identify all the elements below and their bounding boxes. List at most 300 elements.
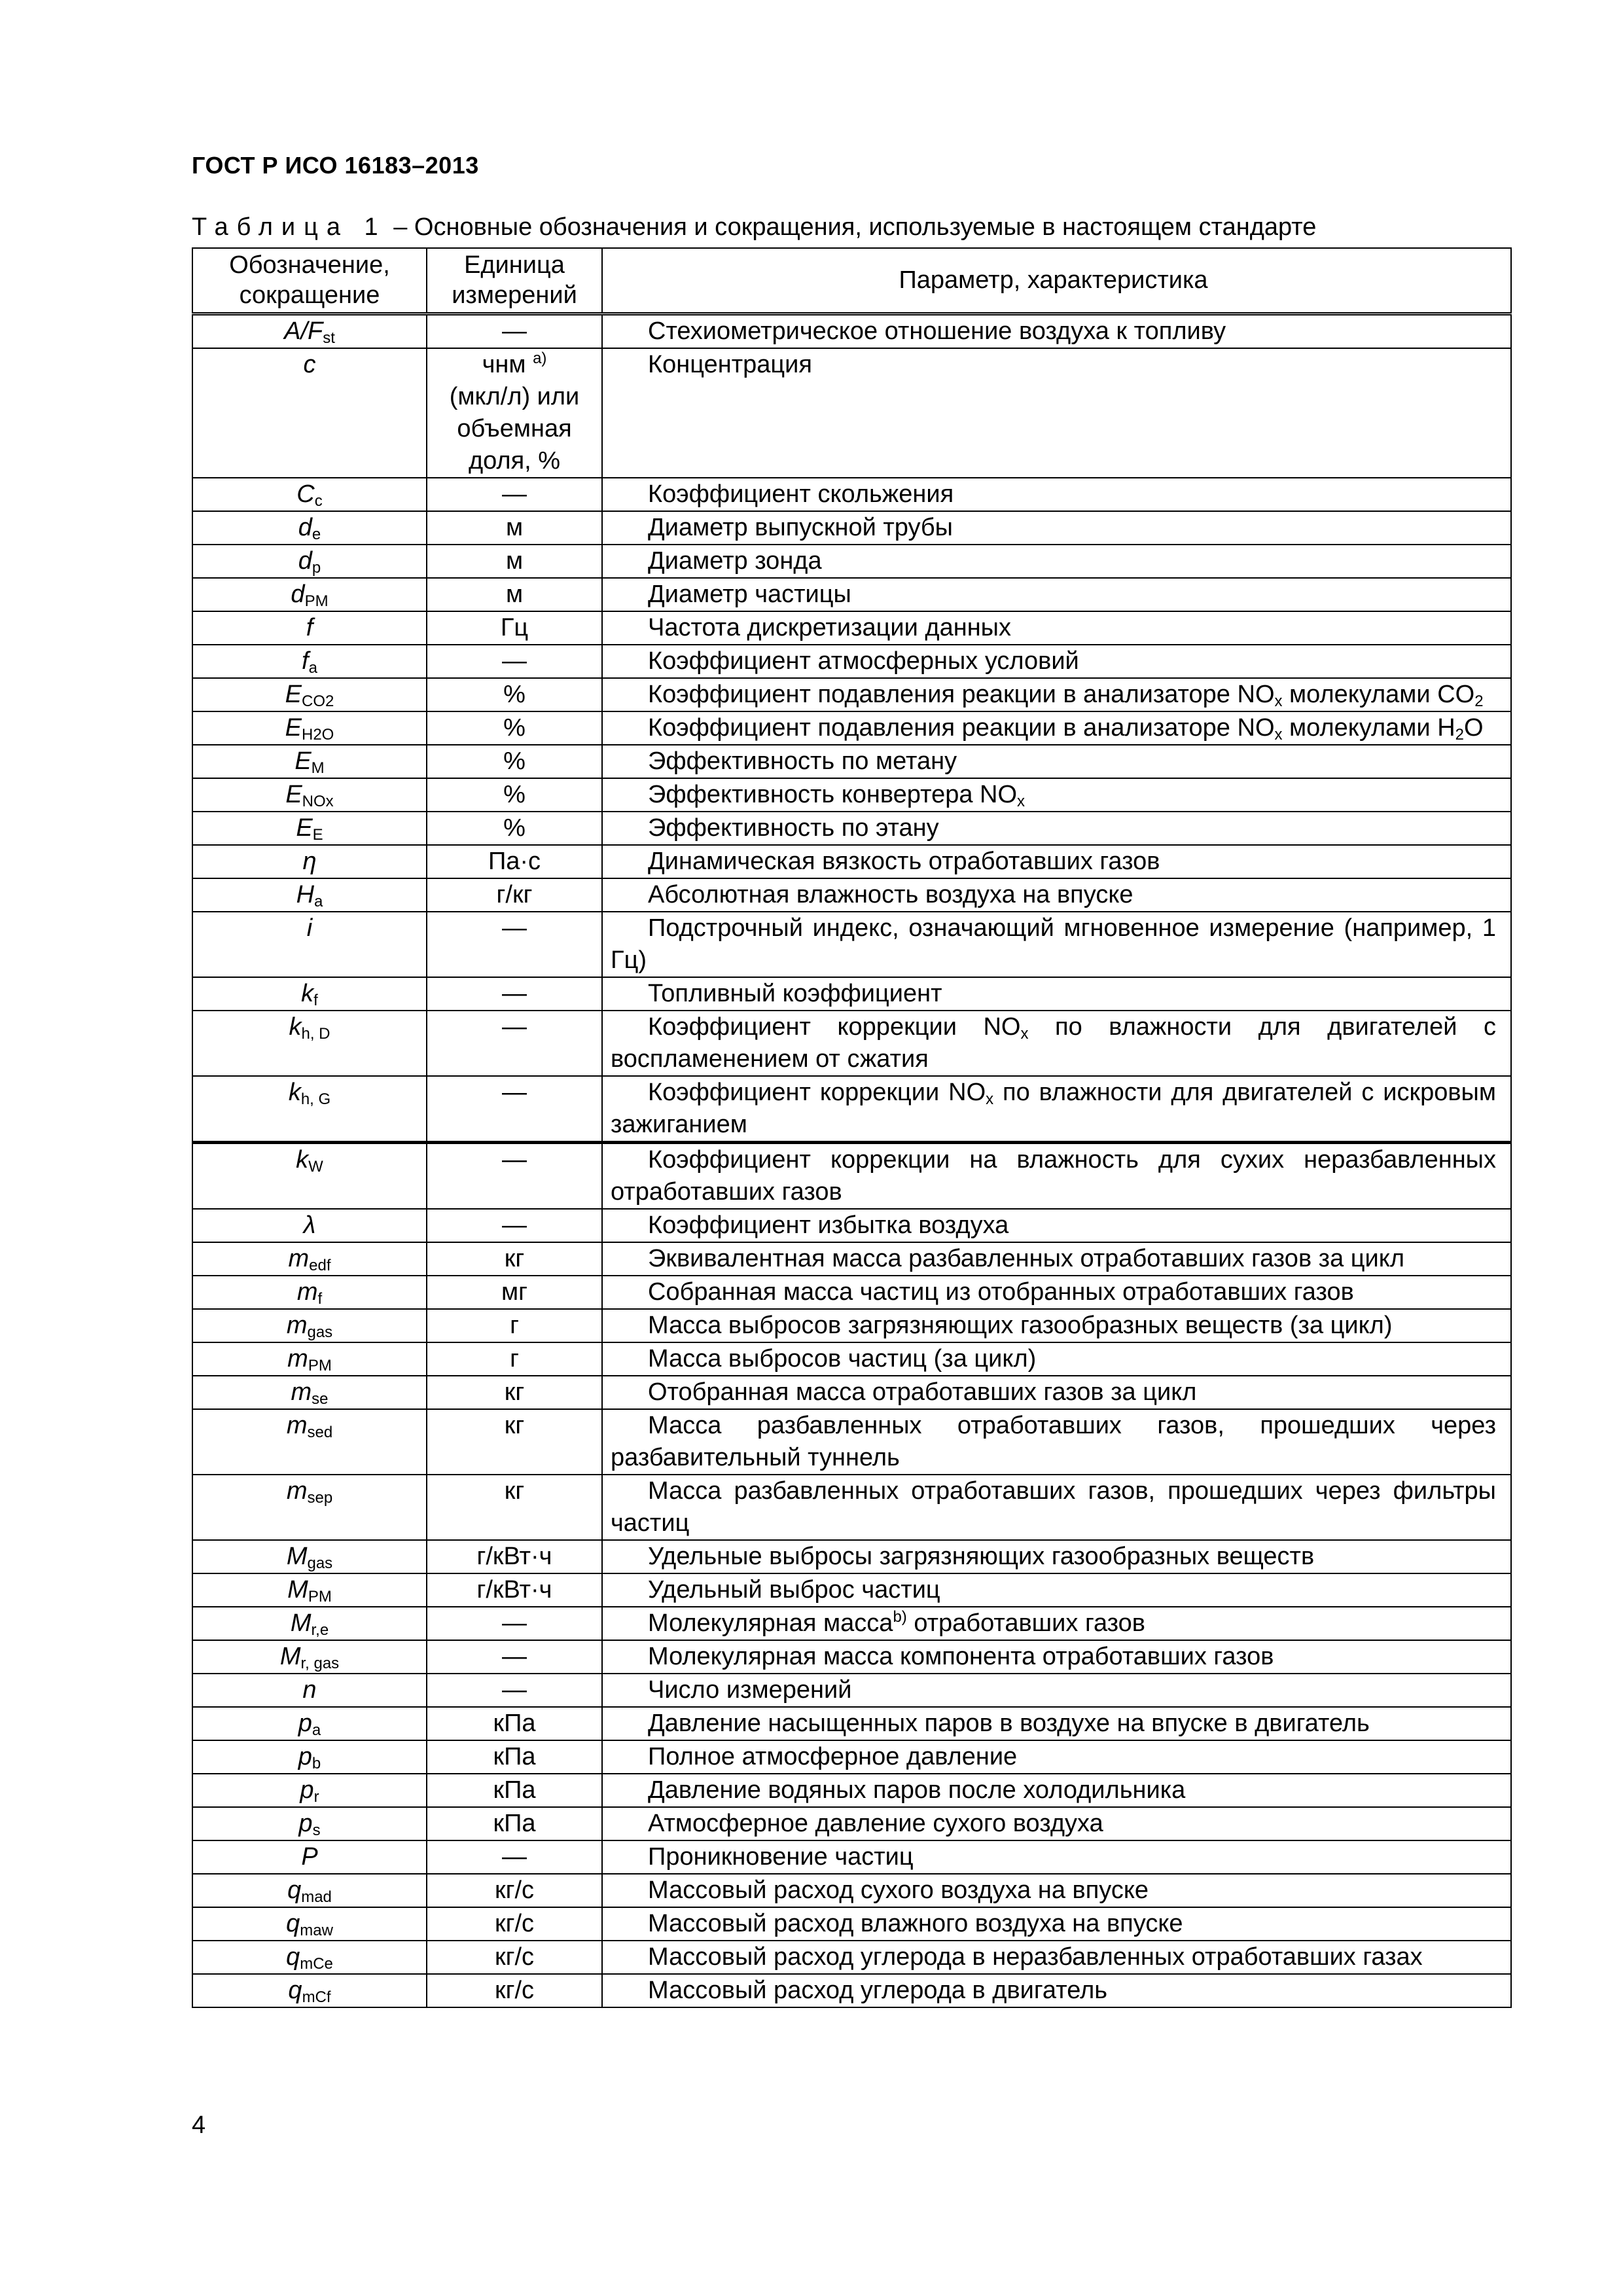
symbol-text: H: [296, 880, 315, 908]
parameter-subscript: x: [1020, 1024, 1029, 1043]
symbol-subscript: W: [308, 1157, 323, 1175]
symbol-subscript: maw: [300, 1921, 333, 1939]
parameter-main: Динамическая вязкость отработавших газов: [648, 847, 1160, 875]
parameter-main: Удельные выбросы загрязняющих газообразных веществ: [648, 1542, 1315, 1570]
unit-cell: [427, 1409, 602, 1475]
table-row: [192, 845, 1511, 878]
parameter-main: Коэффициент атмосферных условий: [648, 647, 1079, 675]
parameter-text: [611, 1808, 1496, 1840]
symbol-cell: [192, 878, 427, 912]
parameter-text: [611, 1210, 1496, 1242]
parameter-subscript: x: [1274, 692, 1283, 710]
symbol-text: M: [287, 1575, 308, 1604]
parameter-main: Массовый расход углерода в двигатель: [648, 1976, 1108, 2004]
parameter-text: [611, 1077, 1496, 1141]
symbol-cell: [192, 545, 427, 578]
parameter-main: Масса разбавленных отработавших газов, прошедших через фильтры частиц: [611, 1477, 1496, 1537]
symbol-subscript: p: [312, 558, 321, 577]
parameter-cell: [602, 812, 1511, 845]
table-row: [192, 711, 1511, 745]
parameter-main: Топливный коэффициент: [648, 979, 942, 1007]
table-row: [192, 1242, 1511, 1276]
symbol-text: M: [286, 1542, 308, 1570]
symbol-text: m: [287, 1344, 308, 1372]
parameter-footnote-mark: b): [893, 1607, 907, 1626]
parameter-cell: [602, 1874, 1511, 1907]
unit-text: %: [503, 814, 526, 842]
symbol-cell: [192, 1974, 427, 2007]
parameter-text: [611, 712, 1496, 744]
unit-text: %: [503, 780, 526, 808]
symbol-cell: [192, 1807, 427, 1840]
parameter-text: [611, 879, 1496, 911]
symbol-cell: [192, 511, 427, 545]
symbol-subscript: PM: [304, 592, 329, 610]
parameter-rest: отработавших газов: [906, 1609, 1145, 1637]
symbol-cell: [192, 1707, 427, 1740]
parameter-main: Подстрочный индекс, означающий мгновенное измерение (например, 1 Гц): [611, 914, 1496, 974]
unit-cell: [427, 1707, 602, 1740]
parameter-cell: [602, 711, 1511, 745]
symbol-cell: [192, 578, 427, 611]
symbol-subscript: sed: [307, 1423, 333, 1441]
unit-text: —: [502, 1078, 527, 1106]
unit-text: м: [505, 547, 524, 575]
symbol-text: q: [286, 1909, 300, 1937]
table-row: [192, 1874, 1511, 1907]
unit-cell: [427, 1573, 602, 1607]
unit-cell: [427, 611, 602, 645]
symbol-text: f: [306, 613, 313, 641]
unit-text: кг: [504, 1378, 525, 1406]
symbol-cell: [192, 678, 427, 711]
unit-cell: [427, 1142, 602, 1209]
parameter-cell: [602, 977, 1511, 1011]
parameter-cell: [602, 778, 1511, 812]
symbol-text: k: [296, 1145, 309, 1174]
symbol-subscript: r: [313, 1787, 319, 1806]
unit-cell: [427, 1011, 602, 1076]
symbol-cell: [192, 1011, 427, 1076]
parameter-cell: [602, 1740, 1511, 1774]
parameter-text: [611, 812, 1496, 844]
unit-extra-text: (мкл/л) или объемная доля, %: [449, 382, 580, 475]
parameter-text: [611, 1574, 1496, 1606]
symbol-subscript: M: [311, 759, 325, 777]
symbol-subscript: c: [314, 492, 323, 510]
table-row: [192, 1674, 1511, 1707]
symbol-text: m: [286, 1477, 308, 1505]
column-header-symbol: Обозначение, сокращение: [192, 248, 427, 314]
table-row: [192, 1409, 1511, 1475]
unit-text: кг: [504, 1244, 525, 1272]
unit-cell: [427, 511, 602, 545]
unit-cell: [427, 1740, 602, 1774]
symbol-cell: [192, 1573, 427, 1607]
parameter-text: [611, 315, 1496, 348]
parameter-subscript: x: [1017, 792, 1026, 810]
unit-cell: [427, 1674, 602, 1707]
column-header-parameter: Параметр, характеристика: [602, 248, 1511, 314]
parameter-main: Коэффициент скольжения: [648, 480, 954, 508]
unit-text: %: [503, 713, 526, 742]
table-row: [192, 1573, 1511, 1607]
symbol-subscript: st: [323, 329, 335, 347]
symbol-text: m: [286, 1411, 308, 1439]
table-caption-text: – Основные обозначения и сокращения, используемые в настоящем стандарте: [386, 213, 1317, 241]
parameter-text: [611, 478, 1496, 511]
parameter-cell: [602, 1475, 1511, 1540]
table-row: [192, 645, 1511, 678]
parameter-text: [611, 1310, 1496, 1342]
symbol-subscript: gas: [307, 1554, 333, 1572]
symbol-text: i: [306, 914, 313, 942]
parameter-main: Диаметр выпускной трубы: [648, 513, 953, 541]
unit-text: Па·с: [488, 847, 541, 875]
parameter-text: [611, 1410, 1496, 1474]
parameter-cell: [602, 1342, 1511, 1376]
unit-cell: [427, 745, 602, 778]
unit-text: кг/с: [494, 1976, 535, 2004]
unit-text: мг: [501, 1278, 527, 1306]
parameter-text: [611, 1541, 1496, 1573]
parameter-main: Коэффициент коррекции на влажность для сухих неразбавленных отработавших газов: [611, 1145, 1496, 1206]
symbol-cell: [192, 1209, 427, 1242]
table-row: [192, 1707, 1511, 1740]
parameter-text: [611, 1376, 1496, 1408]
symbol-cell: [192, 1907, 427, 1941]
table-row: [192, 977, 1511, 1011]
table-row: [192, 678, 1511, 711]
parameter-cell: [602, 1540, 1511, 1573]
parameter-main: Стехиометрическое отношение воздуха к топливу: [648, 317, 1226, 345]
table-row: [192, 912, 1511, 977]
symbol-cell: [192, 1607, 427, 1640]
parameter-cell: [602, 511, 1511, 545]
symbol-subscript: s: [312, 1821, 321, 1839]
parameter-subscript: 2: [1474, 692, 1484, 710]
unit-cell: [427, 1640, 602, 1674]
symbol-subscript: H2O: [302, 725, 334, 744]
unit-footnote-mark: а): [533, 349, 547, 367]
table-row: [192, 1142, 1511, 1209]
parameter-text: [611, 1674, 1496, 1706]
table-row: [192, 1376, 1511, 1409]
symbol-text: n: [302, 1676, 317, 1704]
parameter-text: [611, 1741, 1496, 1773]
parameter-cell: [602, 545, 1511, 578]
symbol-text: p: [300, 1776, 314, 1804]
parameter-cell: [602, 845, 1511, 878]
symbol-text: C: [296, 480, 315, 508]
parameter-text: [611, 1841, 1496, 1873]
parameter-main: Давление насыщенных паров в воздухе на впуске в двигатель: [648, 1709, 1370, 1737]
unit-cell: [427, 1840, 602, 1874]
parameter-text: [611, 1343, 1496, 1375]
unit-cell: [427, 678, 602, 711]
parameter-main: Эффективность по этану: [648, 814, 939, 842]
parameter-main: Частота дискретизации данных: [648, 613, 1011, 641]
table-row: [192, 1276, 1511, 1309]
unit-text: —: [502, 1211, 527, 1239]
parameter-main: Молекулярная масса компонента отработавших газов: [648, 1642, 1274, 1670]
table-row: [192, 314, 1511, 348]
symbol-subscript: f: [317, 1289, 323, 1308]
unit-cell: [427, 1774, 602, 1807]
symbol-text: k: [289, 1013, 302, 1041]
symbol-cell: [192, 778, 427, 812]
parameter-cell: [602, 1409, 1511, 1475]
unit-text: г/кг: [496, 880, 533, 908]
unit-cell: [427, 812, 602, 845]
symbol-text: E: [296, 814, 313, 842]
symbol-text: f: [302, 647, 309, 675]
symbol-subscript: a: [314, 892, 323, 910]
unit-cell: [427, 711, 602, 745]
symbol-cell: [192, 1076, 427, 1143]
symbol-subscript: h, G: [300, 1090, 331, 1108]
parameter-cell: [602, 1011, 1511, 1076]
parameter-cell: [602, 1840, 1511, 1874]
table-row: [192, 511, 1511, 545]
parameter-main: Массовый расход влажного воздуха на впуске: [648, 1909, 1183, 1937]
parameter-cell: [602, 678, 1511, 711]
symbol-cell: [192, 812, 427, 845]
parameter-main: Концентрация: [648, 350, 812, 378]
symbol-text: d: [298, 513, 312, 541]
symbol-subscript: sep: [307, 1488, 333, 1507]
symbol-text: m: [288, 1244, 310, 1272]
symbol-cell: [192, 1540, 427, 1573]
parameter-cell: [602, 1674, 1511, 1707]
symbol-text: A/F: [284, 317, 323, 345]
symbol-cell: [192, 1475, 427, 1540]
table-row: [192, 578, 1511, 611]
symbol-subscript: edf: [309, 1256, 331, 1274]
parameter-text: [611, 1475, 1496, 1539]
unit-cell: [427, 1242, 602, 1276]
parameter-main: Массовый расход углерода в неразбавленных отработавших газах: [648, 1943, 1423, 1971]
unit-text: —: [502, 647, 527, 675]
table-row: [192, 1774, 1511, 1807]
parameter-text: [611, 579, 1496, 611]
symbol-cell: [192, 745, 427, 778]
unit-text: чнм: [482, 350, 526, 378]
unit-cell: [427, 1807, 602, 1840]
symbol-text: k: [288, 1078, 301, 1106]
table-row: [192, 1342, 1511, 1376]
parameter-main: Число измерений: [648, 1676, 852, 1704]
symbol-text: q: [286, 1943, 300, 1971]
symbol-text: p: [298, 1742, 312, 1770]
parameter-cell: [602, 645, 1511, 678]
symbol-text: E: [294, 747, 312, 775]
unit-cell: [427, 845, 602, 878]
parameter-cell: [602, 1209, 1511, 1242]
parameter-subscript: x: [1274, 725, 1283, 744]
symbol-text: λ: [303, 1211, 316, 1239]
parameter-main: Коэффициент подавления реакции в анализаторе NO: [648, 680, 1275, 708]
parameter-cell: [602, 1941, 1511, 1974]
symbol-cell: [192, 711, 427, 745]
unit-text: —: [502, 1145, 527, 1174]
table-row: [192, 1974, 1511, 2007]
symbol-subscript: a: [312, 1721, 321, 1739]
unit-cell: [427, 1276, 602, 1309]
parameter-cell: [602, 1907, 1511, 1941]
parameter-text: [611, 779, 1496, 811]
symbol-cell: [192, 1242, 427, 1276]
parameter-rest: по влажности для двигателей с воспламенением от сжатия: [611, 1013, 1496, 1073]
symbol-text: E: [285, 680, 302, 708]
parameter-cell: [602, 1607, 1511, 1640]
table-row: [192, 1740, 1511, 1774]
parameter-main: Полное атмосферное давление: [648, 1742, 1018, 1770]
parameter-text: [611, 1011, 1496, 1075]
parameter-text: [611, 349, 1496, 381]
unit-cell: [427, 1209, 602, 1242]
symbol-cell: [192, 1674, 427, 1707]
parameter-main: Эквивалентная масса разбавленных отработавших газов за цикл: [648, 1244, 1405, 1272]
parameter-text: [611, 1641, 1496, 1673]
symbol-cell: [192, 478, 427, 511]
parameter-main: Диаметр зонда: [648, 547, 822, 575]
parameter-cell: [602, 1142, 1511, 1209]
parameter-text: [611, 846, 1496, 878]
parameter-cell: [602, 611, 1511, 645]
unit-cell: [427, 1540, 602, 1573]
table-caption: [192, 213, 1316, 242]
symbol-cell: [192, 977, 427, 1011]
table-row: [192, 348, 1511, 478]
parameter-main: Коэффициент коррекции NO: [648, 1078, 986, 1106]
unit-text: кг: [504, 1411, 525, 1439]
unit-text: —: [502, 1609, 527, 1637]
unit-text: —: [502, 1842, 527, 1871]
unit-text: кПа: [493, 1776, 536, 1804]
parameter-main: Коэффициент избытка воздуха: [648, 1211, 1009, 1239]
parameter-main: Коэффициент подавления реакции в анализаторе NO: [648, 713, 1275, 742]
parameter-text: [611, 745, 1496, 778]
symbol-text: E: [285, 780, 302, 808]
symbol-subscript: mCf: [302, 1988, 331, 2006]
unit-text: кПа: [493, 1709, 536, 1737]
parameter-cell: [602, 1774, 1511, 1807]
symbol-cell: [192, 1640, 427, 1674]
symbol-text: q: [288, 1976, 302, 2004]
symbol-subscript: se: [312, 1390, 329, 1408]
symbol-subscript: NOx: [302, 792, 334, 810]
parameter-subscript: 2: [1455, 725, 1465, 744]
parameter-main: Отобранная масса отработавших газов за цикл: [648, 1378, 1197, 1406]
symbol-cell: [192, 611, 427, 645]
symbol-cell: [192, 1409, 427, 1475]
unit-text: —: [502, 480, 527, 508]
parameter-rest: молекулами H: [1282, 713, 1455, 742]
unit-text: Гц: [500, 613, 529, 641]
unit-cell: [427, 348, 602, 478]
table-row: [192, 878, 1511, 912]
unit-text: г/кВт·ч: [476, 1542, 552, 1570]
unit-text: —: [502, 914, 527, 942]
page-number: 4: [192, 2111, 206, 2139]
symbol-cell: [192, 1874, 427, 1907]
table-caption-label: Таблица 1: [192, 213, 387, 241]
table-row: [192, 1209, 1511, 1242]
table-header-row: [192, 248, 1511, 314]
parameter-main: Эффективность конвертера NO: [648, 780, 1018, 808]
parameter-main: Проникновение частиц: [648, 1842, 914, 1871]
parameter-cell: [602, 1309, 1511, 1342]
table-row: [192, 1840, 1511, 1874]
parameter-text: [611, 912, 1496, 977]
unit-cell: [427, 1974, 602, 2007]
unit-cell: [427, 645, 602, 678]
parameter-main: Собранная масса частиц из отобранных отработавших газов: [648, 1278, 1354, 1306]
unit-cell: [427, 578, 602, 611]
unit-text: —: [502, 1642, 527, 1670]
parameter-text: [611, 1708, 1496, 1740]
parameter-text: [611, 978, 1496, 1010]
table-row: [192, 745, 1511, 778]
symbol-subscript: CO2: [302, 692, 334, 710]
parameter-cell: [602, 912, 1511, 977]
unit-text: кг/с: [494, 1943, 535, 1971]
unit-cell: [427, 878, 602, 912]
unit-text: м: [505, 513, 524, 541]
unit-text: —: [502, 317, 527, 345]
unit-text: —: [502, 1013, 527, 1041]
symbol-text: q: [287, 1876, 302, 1904]
symbol-cell: [192, 1276, 427, 1309]
table-row: [192, 1607, 1511, 1640]
symbol-cell: [192, 1142, 427, 1209]
symbol-text: c: [303, 350, 316, 378]
symbol-subscript: PM: [308, 1356, 332, 1374]
parameter-cell: [602, 878, 1511, 912]
symbol-subscript: PM: [308, 1587, 332, 1605]
parameter-main: Коэффициент коррекции NO: [648, 1013, 1021, 1041]
parameter-text: [611, 1874, 1496, 1907]
unit-cell: [427, 1907, 602, 1941]
parameter-text: [611, 1941, 1496, 1973]
symbol-text: η: [302, 847, 317, 875]
parameter-main: Удельный выброс частиц: [648, 1575, 940, 1604]
symbol-text: d: [298, 547, 312, 575]
symbol-subscript: r,e: [311, 1621, 329, 1639]
symbol-cell: [192, 645, 427, 678]
parameter-main: Абсолютная влажность воздуха на впуске: [648, 880, 1133, 908]
parameter-cell: [602, 348, 1511, 478]
parameter-text: [611, 612, 1496, 644]
parameter-main: Масса выбросов загрязняющих газообразных веществ (за цикл): [648, 1311, 1393, 1339]
unit-cell: [427, 1076, 602, 1143]
parameter-main: Молекулярная масса: [648, 1609, 893, 1637]
symbol-subscript: f: [313, 991, 318, 1009]
parameter-cell: [602, 1707, 1511, 1740]
unit-text: кг: [504, 1477, 525, 1505]
unit-cell: [427, 1874, 602, 1907]
unit-cell: [427, 1607, 602, 1640]
symbol-cell: [192, 1840, 427, 1874]
parameter-main: Масса выбросов частиц (за цикл): [648, 1344, 1037, 1372]
symbols-table: [192, 247, 1512, 2008]
parameter-text: [611, 1774, 1496, 1806]
parameter-cell: [602, 745, 1511, 778]
parameter-rest: молекулами CO: [1282, 680, 1475, 708]
unit-cell: [427, 1309, 602, 1342]
table-row: [192, 1941, 1511, 1974]
